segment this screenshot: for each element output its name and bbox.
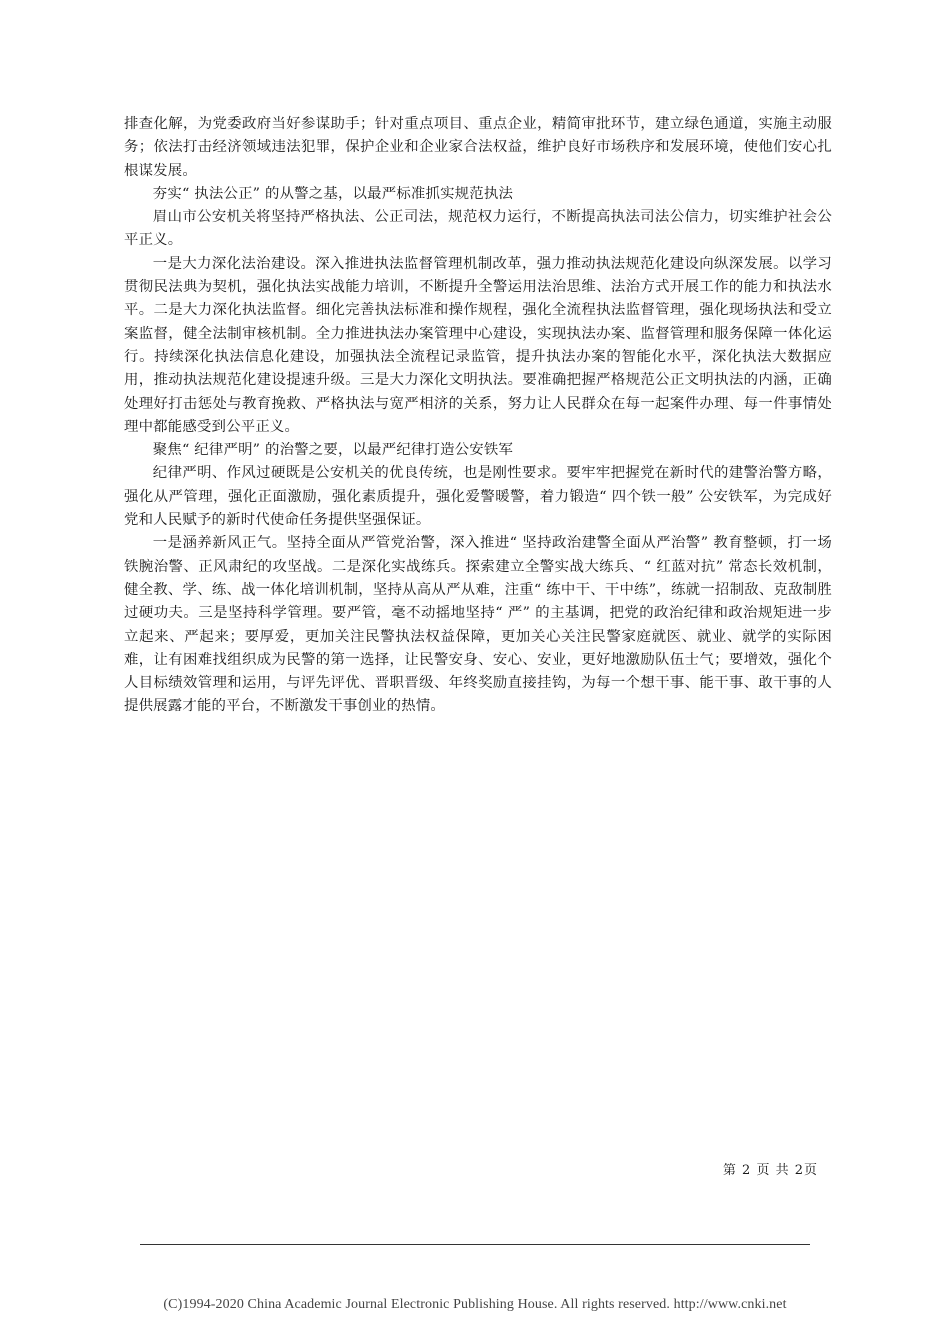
section-heading-discipline: 聚焦“ 纪律严明” 的治警之要，以最严纪律打造公安铁军 [152, 442, 514, 459]
paragraph-fairness-intro: 眉山市公安机关将坚持严格执法、公正司法，规范权力运行，不断提高执法司法公信力，切实维护社会公平正义。 [124, 209, 832, 249]
footer-divider [140, 1244, 810, 1245]
page-number: 第 2 页 共 2页 [722, 1163, 818, 1178]
paragraph-discipline-measures: 一是涵养新风正气。坚持全面从严管党治警，深入推进“ 坚持政治建警全面从严治警” 教育整顿，打一场铁腕治警、正风肃纪的攻坚战。二是深化实战练兵。探索建立全警实战大练兵、“ 红蓝对抗” 常态长效机制，健全教、学、练、战一体化培训机制，坚持从高从严从难，注重“ 练中干、干中练”，练就一招制敌、克敌制胜过硬功夫。三是坚持科学管理。要严管，毫不动摇地坚持“ 严” 的主基调，把党的政治纪律和政治规矩进一步立起来、严起来；要厚爱，更加关注民警执法权益保障，更加关心关注民警家庭就医、就业、就学的实际困难，让有困难找组织成为民警的第一选择，让民警安身、安心、安业，更好地激励队伍士气；要增效，强化个人目标绩效管理和运用，与评先评优、晋职晋级、年终奖励直接挂钩，为每一个想干事、能干事、敢干事的人提供展露才能的平台，不断激发干事创业的热情。 [124, 535, 832, 715]
section-heading-fairness: 夯实“ 执法公正” 的从警之基，以最严标准抓实规范执法 [152, 185, 514, 202]
paragraph-discipline-intro: 纪律严明、作风过硬既是公安机关的优良传统，也是刚性要求。要牢牢把握党在新时代的建警治警方略，强化从严管理，强化正面激励，强化素质提升，强化爱警暖警，着力锻造“ 四个铁一般” 公安铁军，为完成好党和人民赋予的新时代使命任务提供坚强保证。 [124, 465, 832, 529]
paragraph-fairness-measures: 一是大力深化法治建设。深入推进执法监督管理机制改革，强力推动执法规范化建设向纵深发展。以学习贯彻民法典为契机，强化执法实战能力培训，不断提升全警运用法治思维、法治方式开展工作的能力和执法水平。二是大力深化执法监督。细化完善执法标准和操作规程，强化全流程执法监督管理，强化现场执法和受立案监督，健全法制审核机制。全力推进执法办案管理中心建设，实现执法办案、监督管理和服务保障一体化运行。持续深化执法信息化建设，加强执法全流程记录监管，提升执法办案的智能化水平，深化执法大数据应用，推动执法规范化建设提速升级。三是大力深化文明执法。要准确把握严格规范公正文明执法的内涵，正确处理好打击惩处与教育挽救、严格执法与宽严相济的关系，努力让人民群众在每一起案件办理、每一件事情处理中都能感受到公平正义。 [124, 255, 832, 435]
article-body [124, 113, 832, 719]
paragraph-continued: 排查化解，为党委政府当好参谋助手；针对重点项目、重点企业，精简审批环节，建立绿色通道，实施主动服务；依法打击经济领域违法犯罪，保护企业和企业家合法权益，维护良好市场秩序和发展环境，使他们安心扎根谋发展。 [124, 116, 832, 179]
copyright-notice: (C)1994-2020 China Academic Journal Electronic Publishing House. All rights reserved. http://www.cnki.net [163, 1297, 787, 1312]
